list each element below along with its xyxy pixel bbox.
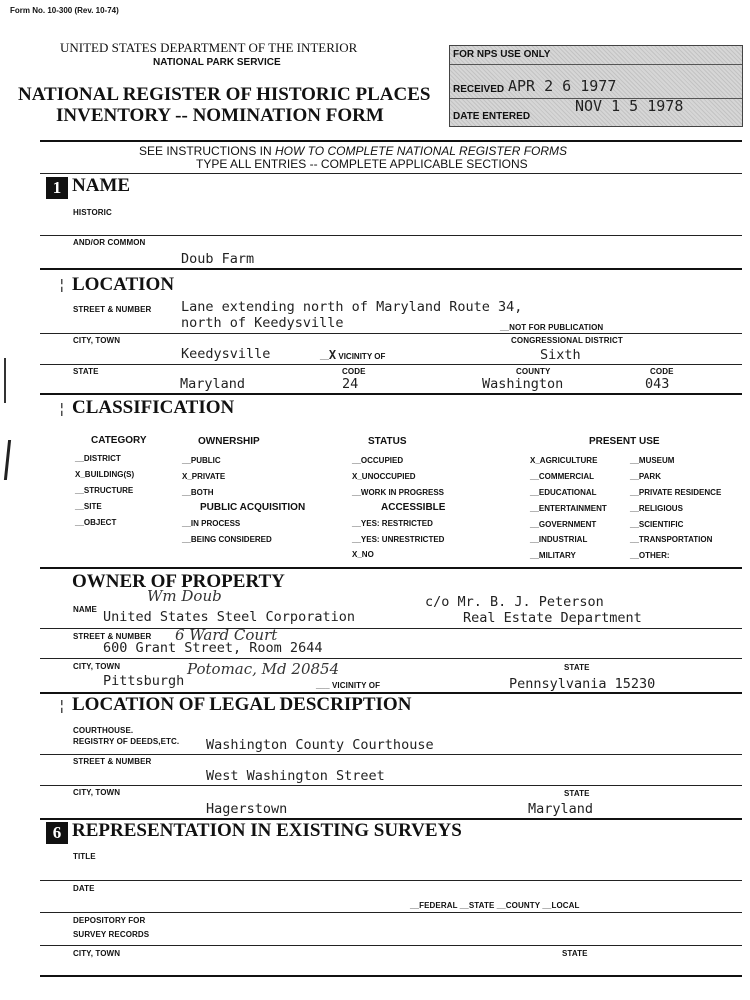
section-heading-legal: LOCATION OF LEGAL DESCRIPTION <box>72 694 412 715</box>
survey-records-label: SURVEY RECORDS <box>73 930 150 939</box>
survey-date-label: DATE <box>73 884 95 893</box>
owner-city-label: CITY, TOWN <box>73 662 121 671</box>
owner-street-value: 600 Grant Street, Room 2644 <box>103 640 323 656</box>
public-acq-option: __BEING CONSIDERED <box>182 535 272 544</box>
present-use-option: __OTHER: <box>630 551 670 560</box>
legal-street-label: STREET & NUMBER <box>73 757 152 766</box>
county-code-label: CODE <box>650 367 674 376</box>
legal-city-label: CITY, TOWN <box>73 788 121 797</box>
present-use-option: __GOVERNMENT <box>530 520 597 529</box>
owner-state-label: STATE <box>564 663 590 672</box>
category-option: X_BUILDING(S) <box>75 470 135 479</box>
present-use-option: __TRANSPORTATION <box>630 535 713 544</box>
present-use-option: __PRIVATE RESIDENCE <box>630 488 722 497</box>
form-number: Form No. 10-300 (Rev. 10-74) <box>10 6 119 15</box>
present-use-option: __MUSEUM <box>630 456 675 465</box>
courthouse-label: COURTHOUSE. <box>73 726 134 735</box>
street-line1: Lane extending north of Maryland Route 34, <box>181 299 523 315</box>
present-use-header: PRESENT USE <box>589 436 660 447</box>
owner-vicinity: ___ VICINITY OF <box>316 681 381 690</box>
owner-care-of: c/o Mr. B. J. Peterson <box>425 594 604 610</box>
street-line2: north of Keedysville <box>181 315 344 331</box>
agency-line1: UNITED STATES DEPARTMENT OF THE INTERIOR <box>60 40 358 55</box>
accessible-option: __YES: UNRESTRICTED <box>352 535 445 544</box>
ownership-option: __PUBLIC <box>182 456 221 465</box>
present-use-option: __RELIGIOUS <box>630 504 683 513</box>
status-option: __WORK IN PROGRESS <box>352 488 445 497</box>
owner-name-value: United States Steel Corporation <box>103 609 355 625</box>
ownership-option: __BOTH <box>182 488 214 497</box>
section-heading-owner: OWNER OF PROPERTY <box>72 571 285 592</box>
survey-levels: __FEDERAL __STATE __COUNTY __LOCAL <box>410 901 580 910</box>
public-acq-option: __IN PROCESS <box>182 519 241 528</box>
owner-name-label: NAME <box>73 605 97 614</box>
ownership-header: OWNERSHIP <box>198 436 260 447</box>
section-heading-name: NAME <box>72 175 131 196</box>
category-header: CATEGORY <box>91 435 147 446</box>
present-use-option: __ENTERTAINMENT <box>530 504 607 513</box>
form-title-line1: NATIONAL REGISTER OF HISTORIC PLACES <box>18 84 431 105</box>
legal-state-label: STATE <box>564 789 590 798</box>
city-value: Keedysville <box>181 346 271 362</box>
present-use-option: __INDUSTRIAL <box>530 535 588 544</box>
accessible-option: __YES: RESTRICTED <box>352 519 433 528</box>
present-use-option: __MILITARY <box>530 551 576 560</box>
section-heading-surveys: REPRESENTATION IN EXISTING SURVEYS <box>72 820 462 841</box>
accessible-header: ACCESSIBLE <box>381 502 446 513</box>
status-option: __OCCUPIED <box>352 456 404 465</box>
nps-use-only-box <box>449 45 743 127</box>
owner-city-value: Pittsburgh <box>103 673 185 689</box>
county-label: COUNTY <box>516 367 551 376</box>
owner-department: Real Estate Department <box>463 610 642 626</box>
owner-street-label: STREET & NUMBER <box>73 632 152 641</box>
section-number: 6 <box>46 822 68 844</box>
owner-city-handwritten: Potomac, Md 20854 <box>187 660 340 678</box>
agency-line2: NATIONAL PARK SERVICE <box>153 57 281 68</box>
section-heading-classification: CLASSIFICATION <box>72 397 235 418</box>
county-value: Washington <box>482 376 564 392</box>
received-stamp: APR 2 6 1977 <box>508 77 617 95</box>
form-title-line2: INVENTORY -- NOMINATION FORM <box>56 105 384 126</box>
present-use-option: X_AGRICULTURE <box>530 456 598 465</box>
depository-label: DEPOSITORY FOR <box>73 916 146 925</box>
street-label: STREET & NUMBER <box>73 305 152 314</box>
nps-heading: FOR NPS USE ONLY <box>453 49 551 60</box>
owner-street-handwritten: 6 Ward Court <box>175 626 278 644</box>
state-code-value: 24 <box>342 376 359 392</box>
section-heading-location: LOCATION <box>72 274 175 295</box>
cong-district-label: CONGRESSIONAL DISTRICT <box>511 336 623 345</box>
state-code-label: CODE <box>342 367 366 376</box>
legal-state-value: Maryland <box>528 801 594 817</box>
county-code-value: 043 <box>645 376 670 392</box>
category-option: __SITE <box>75 502 102 511</box>
category-option: __OBJECT <box>75 518 117 527</box>
vicinity-field: __X VICINITY OF <box>320 348 386 362</box>
category-option: __STRUCTURE <box>75 486 134 495</box>
public-acquisition-header: PUBLIC ACQUISITION <box>200 502 306 513</box>
survey-city-label: CITY, TOWN <box>73 949 121 958</box>
margin-mark <box>4 440 11 480</box>
status-option: X_UNOCCUPIED <box>352 472 416 481</box>
state-label: STATE <box>73 367 99 376</box>
date-entered-label: DATE ENTERED <box>453 111 531 122</box>
instructions-line2: TYPE ALL ENTRIES -- COMPLETE APPLICABLE SECTIONS <box>196 157 528 171</box>
received-label: RECEIVED <box>453 84 505 95</box>
present-use-option: __EDUCATIONAL <box>530 488 597 497</box>
status-header: STATUS <box>368 436 407 447</box>
survey-state-label: STATE <box>562 949 588 958</box>
courthouse-value: Washington County Courthouse <box>206 737 434 753</box>
common-name-value: Doub Farm <box>181 251 255 267</box>
legal-city-value: Hagerstown <box>206 801 288 817</box>
registry-label: REGISTRY OF DEEDS,ETC. <box>73 737 180 746</box>
cong-district-value: Sixth <box>540 347 581 363</box>
owner-state-value: Pennsylvania 15230 <box>509 676 656 692</box>
owner-name-handwritten: Wm Doub <box>147 587 222 605</box>
common-label: AND/OR COMMON <box>73 238 146 247</box>
accessible-option: X_NO <box>352 550 374 559</box>
present-use-option: __COMMERCIAL <box>530 472 595 481</box>
date-entered-stamp: NOV 1 5 1978 <box>575 97 684 115</box>
present-use-option: __SCIENTIFIC <box>630 520 684 529</box>
not-for-publication: __NOT FOR PUBLICATION <box>500 323 604 332</box>
survey-title-label: TITLE <box>73 852 96 861</box>
city-label: CITY, TOWN <box>73 336 121 345</box>
legal-street-value: West Washington Street <box>206 768 385 784</box>
margin-mark <box>4 358 6 403</box>
ownership-option: X_PRIVATE <box>182 472 226 481</box>
state-value: Maryland <box>180 376 246 392</box>
present-use-option: __PARK <box>630 472 661 481</box>
category-option: __DISTRICT <box>75 454 121 463</box>
historic-label: HISTORIC <box>73 208 112 217</box>
instructions-line1: SEE INSTRUCTIONS IN HOW TO COMPLETE NATIONAL REGISTER FORMS <box>139 144 568 158</box>
section-number: 1 <box>46 177 68 199</box>
